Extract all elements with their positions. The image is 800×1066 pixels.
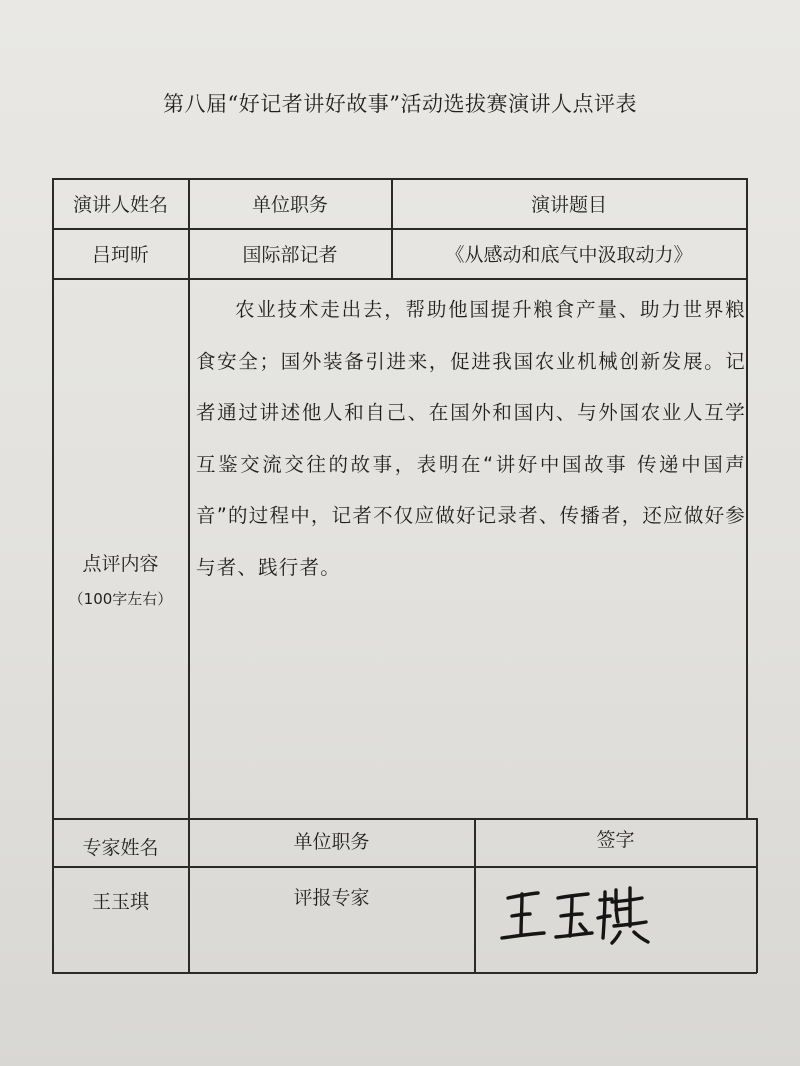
header-expert-name: 专家姓名 bbox=[82, 836, 159, 859]
header-speech-topic: 演讲题目 bbox=[530, 194, 607, 216]
header-expert-position: 单位职务 bbox=[293, 830, 370, 853]
expert-position: 评报专家 bbox=[293, 886, 370, 909]
comment-label: 点评内容 bbox=[82, 552, 159, 575]
comment-content: 农业技术走出去，帮助他国提升粮食产量、助力世界粮食安全；国外装备引进来，促进我国农业机械创新发展。记者通过讲述他人和自己、在国外和国内、与外国农业人互学互鉴交流交往的故事，表明在“讲好中国故事 传递中国声音”的过程中，记者不仅应做好记录者、传播者，还应做好参与者、践行者。 bbox=[196, 298, 746, 579]
header-speaker-name: 演讲人姓名 bbox=[72, 194, 168, 216]
header-unit-position: 单位职务 bbox=[251, 194, 328, 216]
speaker-name: 吕珂昕 bbox=[91, 244, 149, 266]
speaker-position: 国际部记者 bbox=[242, 244, 338, 266]
expert-name: 王玉琪 bbox=[91, 890, 149, 913]
handwritten-signature bbox=[488, 876, 668, 956]
page-title: 第八届“好记者讲好故事”活动选拔赛演讲人点评表 bbox=[163, 92, 637, 116]
header-signature: 签字 bbox=[596, 828, 635, 851]
speech-topic: 《从感动和底气中汲取动力》 bbox=[445, 244, 693, 266]
comment-length-note: （100字左右） bbox=[68, 589, 173, 608]
